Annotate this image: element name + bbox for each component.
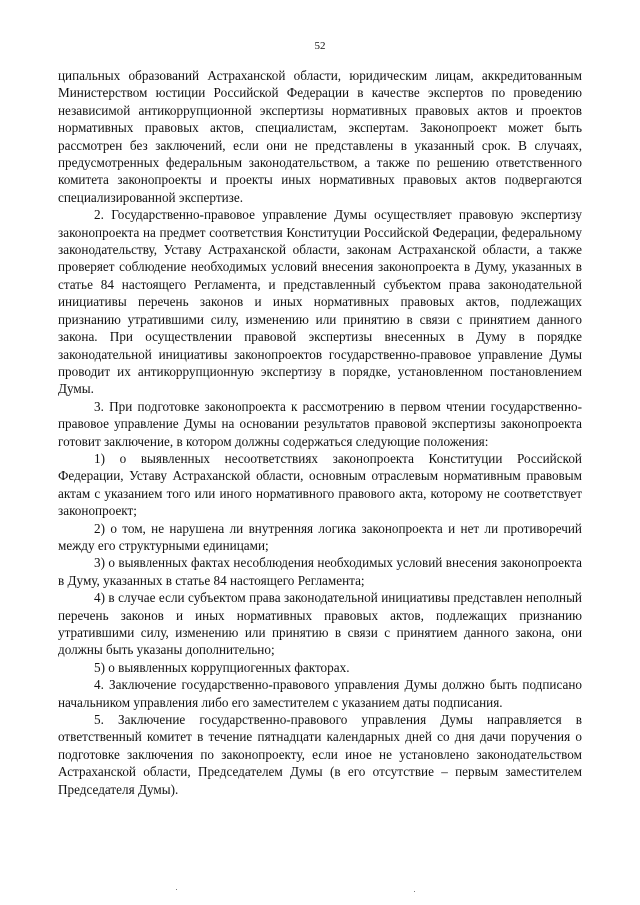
list-item-3: 3) о выявленных фактах несоблюдения необходимых условий внесения законопроекта в Думу, указанных в статье 84 настоящего Регламента;: [58, 555, 582, 588]
paragraph-clause-4: 4. Заключение государственно-правового управления Думы должно быть подписано начальником управления либо его заместителем с указанием даты подписания.: [58, 677, 582, 710]
paragraph-clause-2: 2. Государственно-правовое управление Думы осуществляет правовую экспертизу законопроекта на предмет соответствия Конституции Российской Федерации, федеральному законодательству, Уставу Астраханской области, законам Астраханской области, а также проверяет соблюдение необходимых условий внесения законопроекта в Думу, указанных в статье 84 настоящего Регламента, и представленный субъектом права законодательной инициативы перечень законов и иных нормативных правовых актов, подлежащих признанию утратившими силу, изменению или принятию в связи с принятием данного закона. При осуществлении правовой экспертизы внесенных в Думу в порядке законодательной инициативы законопроектов государственно-правовое управление Думы проводит их антикоррупционную экспертизу в порядке, установленном постановлением Думы.: [58, 207, 582, 397]
list-item-5: 5) о выявленных коррупциогенных факторах.: [94, 659, 350, 675]
paragraph-continuation: ципальных образований Астраханской области, юридическим лицам, аккредитованным Министерством юстиции Российской Федерации в качестве экспертов по проведению независимой антикоррупционной экспертизы нормативных правовых актов и проектов нормативных правовых актов, специалистам, экспертам. Законопроект может быть рассмотрен без заключений, если они не представлены в указанный срок. В случаях, предусмотренных федеральным законодательством, а также по решению ответственного комитета законопроекты и проекты иных нормативных правовых актов подвергаются специализированной экспертизе.: [58, 68, 582, 205]
list-item-2: 2) о том, не нарушена ли внутренняя логика законопроекта и нет ли противоречий между его структурными единицами;: [58, 520, 582, 553]
page-number: 52: [314, 40, 326, 52]
paragraph-clause-3: 3. При подготовке законопроекта к рассмотрению в первом чтении государственно-правовое управление Думы на основании результатов правовой экспертизы законопроекта готовит заключение, в котором должны содержаться следующие положения:: [58, 398, 582, 449]
document-body: [58, 67, 582, 798]
list-item-4: 4) в случае если субъектом права законодательной инициативы представлен неполный перечень законов и иных нормативных правовых актов, подлежащих признанию утратившими силу, изменению или принятию в связи с принятием данного закона, они должны быть указаны дополнительно;: [58, 590, 582, 658]
scan-speck: [414, 891, 415, 892]
paragraph-clause-5: 5. Заключение государственно-правового управления Думы направляется в ответственный комитет в течение пятнадцати календарных дней со дня дачи поручения о подготовке заключения по законопроекту, если иное не установлено законодательством Астраханской области, Председателем Думы (в его отсутствие – первым заместителем Председателя Думы).: [58, 712, 582, 797]
scan-speck: [176, 889, 177, 890]
list-item-1: 1) о выявленных несоответствиях законопроекта Конституции Российской Федерации, Уставу Астраханской области, основным отраслевым нормативным правовым актам с указанием того или иного нормативного правового акта, которому не соответствует законопроект;: [58, 450, 582, 519]
